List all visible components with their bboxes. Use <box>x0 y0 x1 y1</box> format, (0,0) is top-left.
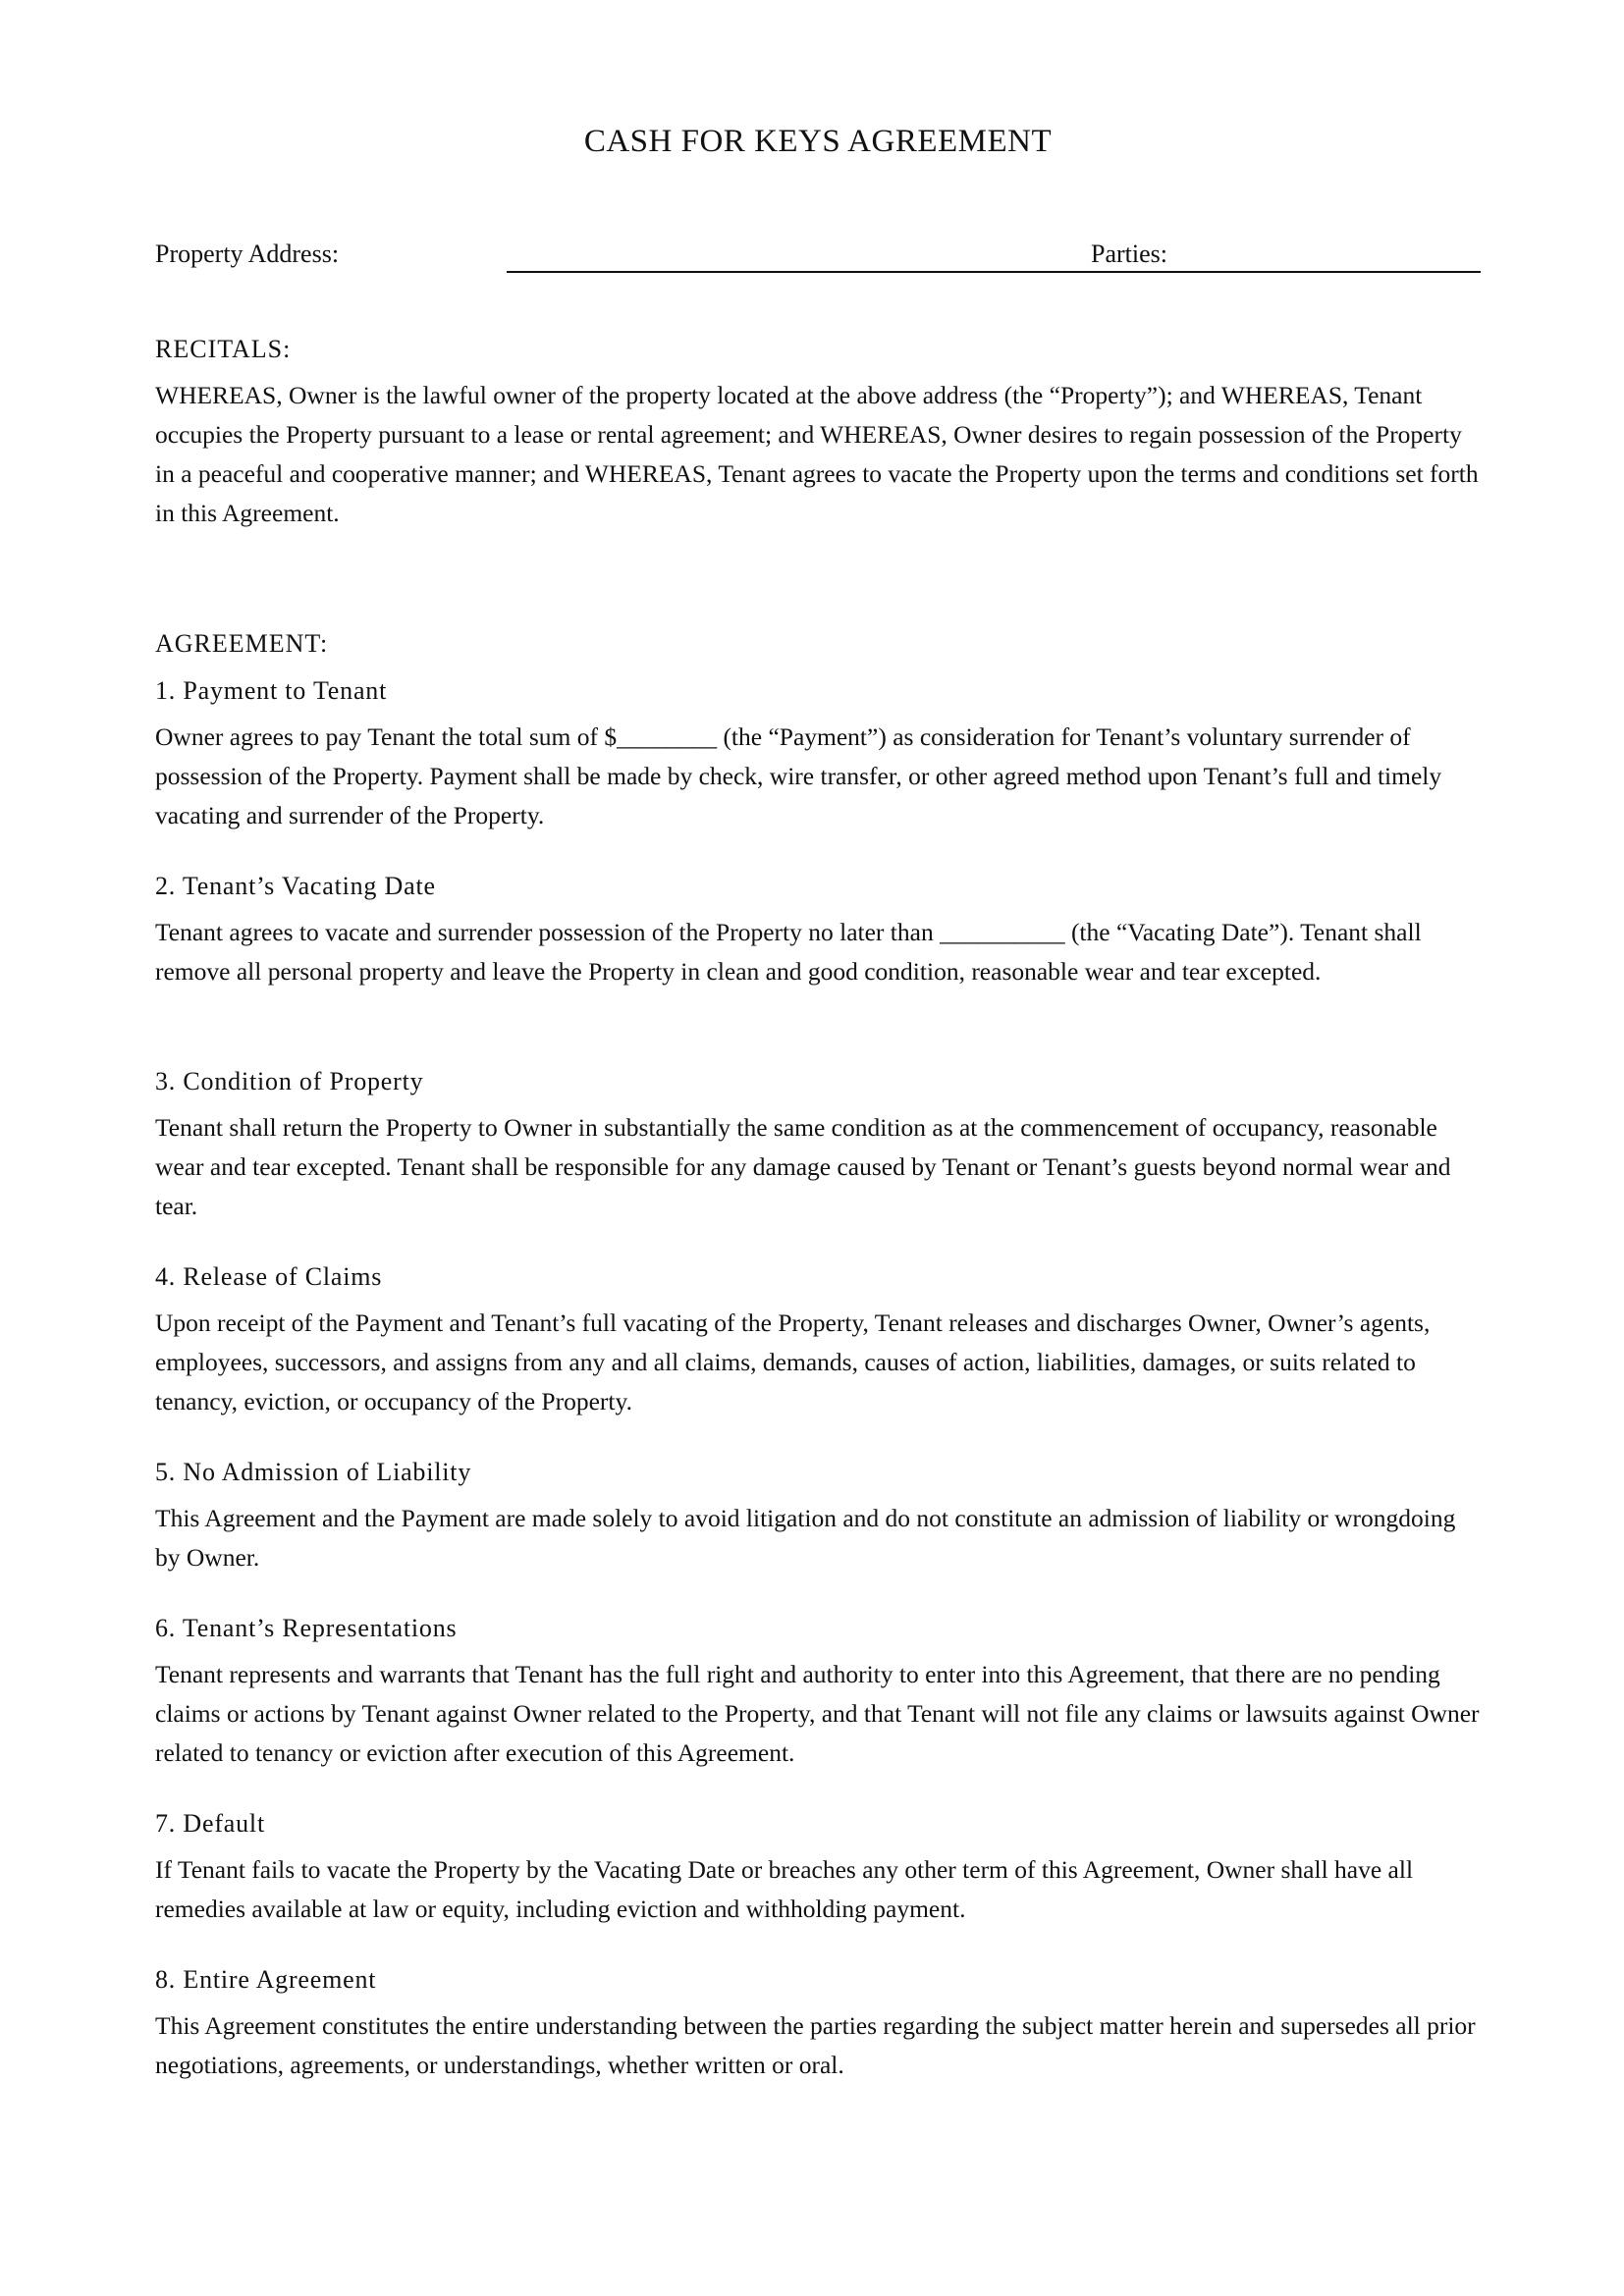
agreement-heading: AGREEMENT: <box>155 629 329 658</box>
clause-4-heading: 4. Release of Claims <box>155 1262 383 1291</box>
clause-3-heading: 3. Condition of Property <box>155 1067 424 1095</box>
clause-6-heading: 6. Tenant’s Representations <box>155 1614 458 1642</box>
clause-8-text: This Agreement constitutes the entire understanding between the parties regarding the subject matter herein and supersedes all prior negotiations, agreements, or understandings, whether written or oral. <box>155 2011 1476 2079</box>
clause-7-text: If Tenant fails to vacate the Property by the Vacating Date or breaches any other term of this Agreement, Owner shall have all remedies available at law or equity, including eviction and withholding payment. <box>155 1855 1414 1923</box>
parties-label: Parties: <box>1091 240 1167 268</box>
clause-4-text: Upon receipt of the Payment and Tenant’s full vacating of the Property, Tenant releases and discharges Owner, Owner’s agents, employees, successors, and assigns from any and all claims, demands, causes of action, liabilities, damages, or suits related to tenancy, eviction, or occupancy of the Property. <box>155 1308 1431 1415</box>
clause-1-heading: 1. Payment to Tenant <box>155 676 388 705</box>
clause-5-heading: 5. No Admission of Liability <box>155 1458 472 1486</box>
property-address-row <box>155 236 1481 275</box>
property-address-label: Property Address: <box>155 240 340 268</box>
clause-3-text: Tenant shall return the Property to Owner in substantially the same condition as at the commencement of occupancy, reasonable wear and tear excepted. Tenant shall be responsible for any damage caused by Tenant or Tenant’s guests beyond normal wear and tear. <box>155 1113 1451 1220</box>
document-title: CASH FOR KEYS AGREEMENT <box>583 124 1053 159</box>
clause-8-heading: 8. Entire Agreement <box>155 1965 377 1994</box>
property-address-line <box>507 271 1481 273</box>
clause-2-heading: 2. Tenant’s Vacating Date <box>155 872 436 900</box>
recitals-heading: RECITALS: <box>155 335 292 363</box>
clause-7-heading: 7. Default <box>155 1809 265 1838</box>
clause-6-text: Tenant represents and warrants that Tenant has the full right and authority to enter into this Agreement, that there are no pending claims or actions by Tenant against Owner related to the Property, and that Tenant will not file any claims or lawsuits against Owner related to tenancy or eviction after execution of this Agreement. <box>155 1660 1480 1767</box>
clause-1-text: Owner agrees to pay Tenant the total sum of $________ (the “Payment”) as consideration for Tenant’s voluntary surrender of possession of the Property. Payment shall be made by check, wire transfer, or other agreed method upon Tenant’s full and timely vacating and surrender of the Property. <box>155 722 1442 829</box>
clause-2-text: Tenant agrees to vacate and surrender possession of the Property no later than __________ (the “Vacating Date”). Tenant shall remove all personal property and leave the Property in clean and good condition, reasonable wear and tear excepted. <box>155 918 1422 986</box>
clause-5-text: This Agreement and the Payment are made solely to avoid litigation and do not constitute an admission of liability or wrongdoing by Owner. <box>155 1504 1456 1572</box>
recitals-text: WHEREAS, Owner is the lawful owner of the property located at the above address (the “Property”); and WHEREAS, Tenant occupies the Property pursuant to a lease or rental agreement; and WHEREAS, Owner desires to regain possession of the Property in a peaceful and cooperative manner; and WHEREAS, Tenant agrees to vacate the Property upon the terms and conditions set forth in this Agreement. <box>155 381 1479 527</box>
